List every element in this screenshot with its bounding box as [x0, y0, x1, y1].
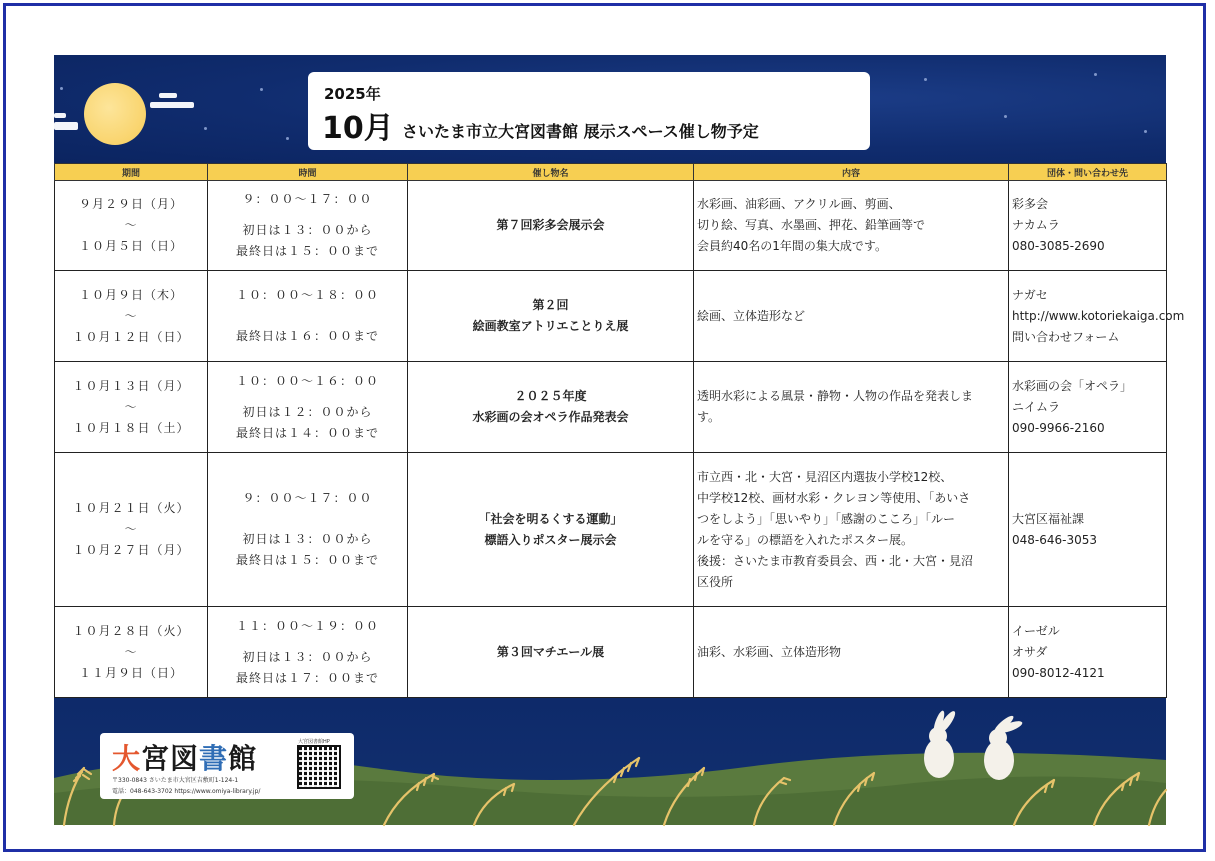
title-month: 10月: [322, 111, 394, 146]
time-main: ９：００〜１７：００: [242, 192, 373, 206]
table-row: [55, 607, 1167, 698]
content-line: 水彩画、油彩画、アクリル画、剪画、: [697, 197, 901, 211]
title-box: [308, 72, 870, 150]
time-note-first-day: 初日は１３：００から: [242, 532, 373, 546]
event-name-line2: 水彩画の会オペラ作品発表会: [472, 410, 629, 424]
time-main: ９：００〜１７：００: [242, 491, 373, 505]
period-end: １０月１８日（土）: [72, 420, 190, 435]
star-icon: [1144, 130, 1147, 133]
moon-icon: [84, 83, 146, 145]
content-cell: [694, 271, 1009, 362]
content-line: 絵画、立体造形など: [697, 308, 806, 323]
poster: [54, 55, 1185, 825]
contact-phone: 080-3085-2690: [1012, 239, 1105, 253]
event-name-line1: 「社会を明るくする運動」: [478, 511, 623, 526]
contact-person: ナガセ: [1012, 287, 1048, 302]
column-header-content: 内容: [694, 164, 1009, 181]
period-cell: [55, 607, 208, 698]
period-start: １０月２８日（火）: [72, 623, 190, 638]
page-title: さいたま市立大宮図書館 展示スペース催し物予定: [402, 122, 759, 141]
star-icon: [1094, 73, 1097, 76]
period-cell: [55, 362, 208, 453]
content-cell: [694, 453, 1009, 607]
period-tilde: 〜: [124, 644, 138, 659]
period-start: １０月９日（木）: [78, 287, 183, 302]
library-address: 〒330-0843 さいたま市大宮区吉敷町1-124-1: [112, 777, 239, 784]
time-cell: [208, 453, 408, 607]
time-note-first-day: 初日は１３：００から: [242, 649, 373, 664]
column-header-contact: 団体・問い合わせ先: [1009, 164, 1167, 181]
period-tilde: 〜: [124, 218, 138, 232]
contact-phone: 048-646-3053: [1012, 532, 1098, 547]
time-cell: [208, 181, 408, 271]
content-cell: [694, 181, 1009, 271]
title-year: 2025年: [324, 85, 381, 103]
library-contact: 電話：048-643-3702 https://www.omiya-library.jp/: [112, 788, 261, 795]
period-end: １０月２７日（月）: [72, 543, 190, 557]
period-end: １０月５日（日）: [78, 239, 183, 253]
content-line: 後援：さいたま市教育委員会、西・北・大宮・見沼: [697, 553, 974, 568]
contact-person: オサダ: [1012, 644, 1048, 659]
event-name-cell: [408, 453, 694, 607]
time-note-first-day: 初日は１２：００から: [242, 404, 373, 419]
content-line: 切り絵、写真、水墨画、押花、鉛筆画等で: [697, 218, 926, 232]
event-name-cell: [408, 607, 694, 698]
time-main: １０：００〜１８：００: [235, 288, 379, 302]
column-header-event-name: 催し物名: [408, 164, 694, 181]
period-tilde: 〜: [124, 522, 138, 536]
event-name-line1: 第２回: [532, 298, 569, 312]
time-main: １１：００〜１９：００: [235, 618, 379, 633]
column-header-period: 期間: [55, 164, 208, 181]
content-line: 会員約40名の1年間の集大成です。: [697, 239, 887, 253]
contact-org: 水彩画の会「オペラ」: [1012, 378, 1133, 393]
content-line: ルを守る」の標語を入れたポスター展。: [697, 532, 914, 547]
period-tilde: 〜: [124, 308, 138, 323]
content-line: 油彩、水彩画、立体造形物: [697, 644, 842, 659]
contact-cell: [1009, 453, 1167, 607]
contact-phone: 090-9966-2160: [1012, 420, 1105, 435]
qr-label: 大宮図書館HP: [298, 739, 330, 745]
contact-org: 大宮区福祉課: [1012, 511, 1085, 526]
time-note-last-day: 最終日は１６：００まで: [235, 329, 379, 343]
contact-phone: 090-8012-4121: [1012, 665, 1105, 680]
event-name-line2: 標語入りポスター展示会: [484, 532, 617, 547]
time-note-last-day: 最終日は１４：００まで: [235, 425, 379, 440]
time-main: １０：００〜１６：００: [235, 373, 379, 388]
table-header-row: [55, 164, 1167, 181]
contact-cell: [1009, 181, 1167, 271]
time-cell: [208, 362, 408, 453]
event-name-cell: [408, 181, 694, 271]
content-line: 区役所: [697, 574, 734, 589]
star-icon: [286, 137, 289, 140]
event-schedule-table: [54, 163, 1185, 698]
contact-org: イーゼル: [1012, 623, 1060, 638]
contact-cell: [1009, 271, 1185, 362]
content-line: 中学校12校、画材水彩・クレヨン等使用、「あいさ: [697, 490, 971, 505]
contact-person: ニイムラ: [1012, 399, 1061, 414]
period-end: １１月９日（日）: [78, 665, 183, 680]
event-name-line1: 第３回マチエール展: [496, 644, 605, 659]
content-line: す。: [697, 410, 721, 424]
contact-form: 問い合わせフォーム: [1012, 329, 1120, 344]
time-note-first-day: 初日は１３：００から: [242, 223, 373, 237]
star-icon: [60, 87, 63, 90]
event-name-cell: [408, 362, 694, 453]
content-cell: [694, 362, 1009, 453]
time-note-last-day: 最終日は１７：００まで: [235, 670, 379, 685]
event-name-line1: ２０２５年度: [514, 389, 587, 403]
content-line: 透明水彩による風景・静物・人物の作品を発表しま: [697, 389, 974, 403]
event-name-line2: 絵画教室アトリエことりえ展: [472, 319, 629, 333]
star-icon: [924, 78, 927, 81]
period-start: １０月２１日（火）: [72, 501, 190, 515]
library-logo: 大宮図書館: [112, 742, 258, 775]
star-icon: [260, 88, 263, 91]
time-note-last-day: 最終日は１５：００まで: [235, 244, 379, 258]
column-header-time: 時間: [208, 164, 408, 181]
star-icon: [204, 127, 207, 130]
period-start: １０月１３日（月）: [72, 378, 190, 393]
event-name-cell: [408, 271, 694, 362]
table-row: [55, 181, 1167, 271]
period-cell: [55, 181, 208, 271]
header-band: [54, 55, 1166, 163]
content-cell: [694, 607, 1009, 698]
content-line: つをしよう」「思いやり」「感謝のこころ」「ルー: [697, 511, 956, 526]
table-row: [55, 362, 1167, 453]
contact-cell: [1009, 607, 1167, 698]
period-tilde: 〜: [124, 399, 138, 414]
period-cell: [55, 453, 208, 607]
period-cell: [55, 271, 208, 362]
table-row: [55, 271, 1167, 362]
library-logo-box: [100, 733, 354, 799]
contact-person: ナカムラ: [1012, 218, 1060, 232]
time-note-last-day: 最終日は１５：００まで: [235, 553, 379, 567]
qr-code-icon: [299, 747, 339, 787]
contact-org: 彩多会: [1012, 197, 1049, 211]
footer-band: [54, 698, 1166, 825]
time-cell: [208, 271, 408, 362]
content-line: 市立西・北・大宮・見沼区内選抜小学校12校、: [697, 469, 953, 484]
contact-cell: [1009, 362, 1167, 453]
star-icon: [1004, 115, 1007, 118]
period-end: １０月１２日（日）: [72, 329, 190, 344]
contact-url: http://www.kotoriekaiga.com: [1012, 308, 1185, 323]
event-name-line1: 第７回彩多会展示会: [496, 218, 605, 232]
period-start: ９月２９日（月）: [78, 197, 183, 211]
table-row: [55, 453, 1167, 607]
time-cell: [208, 607, 408, 698]
